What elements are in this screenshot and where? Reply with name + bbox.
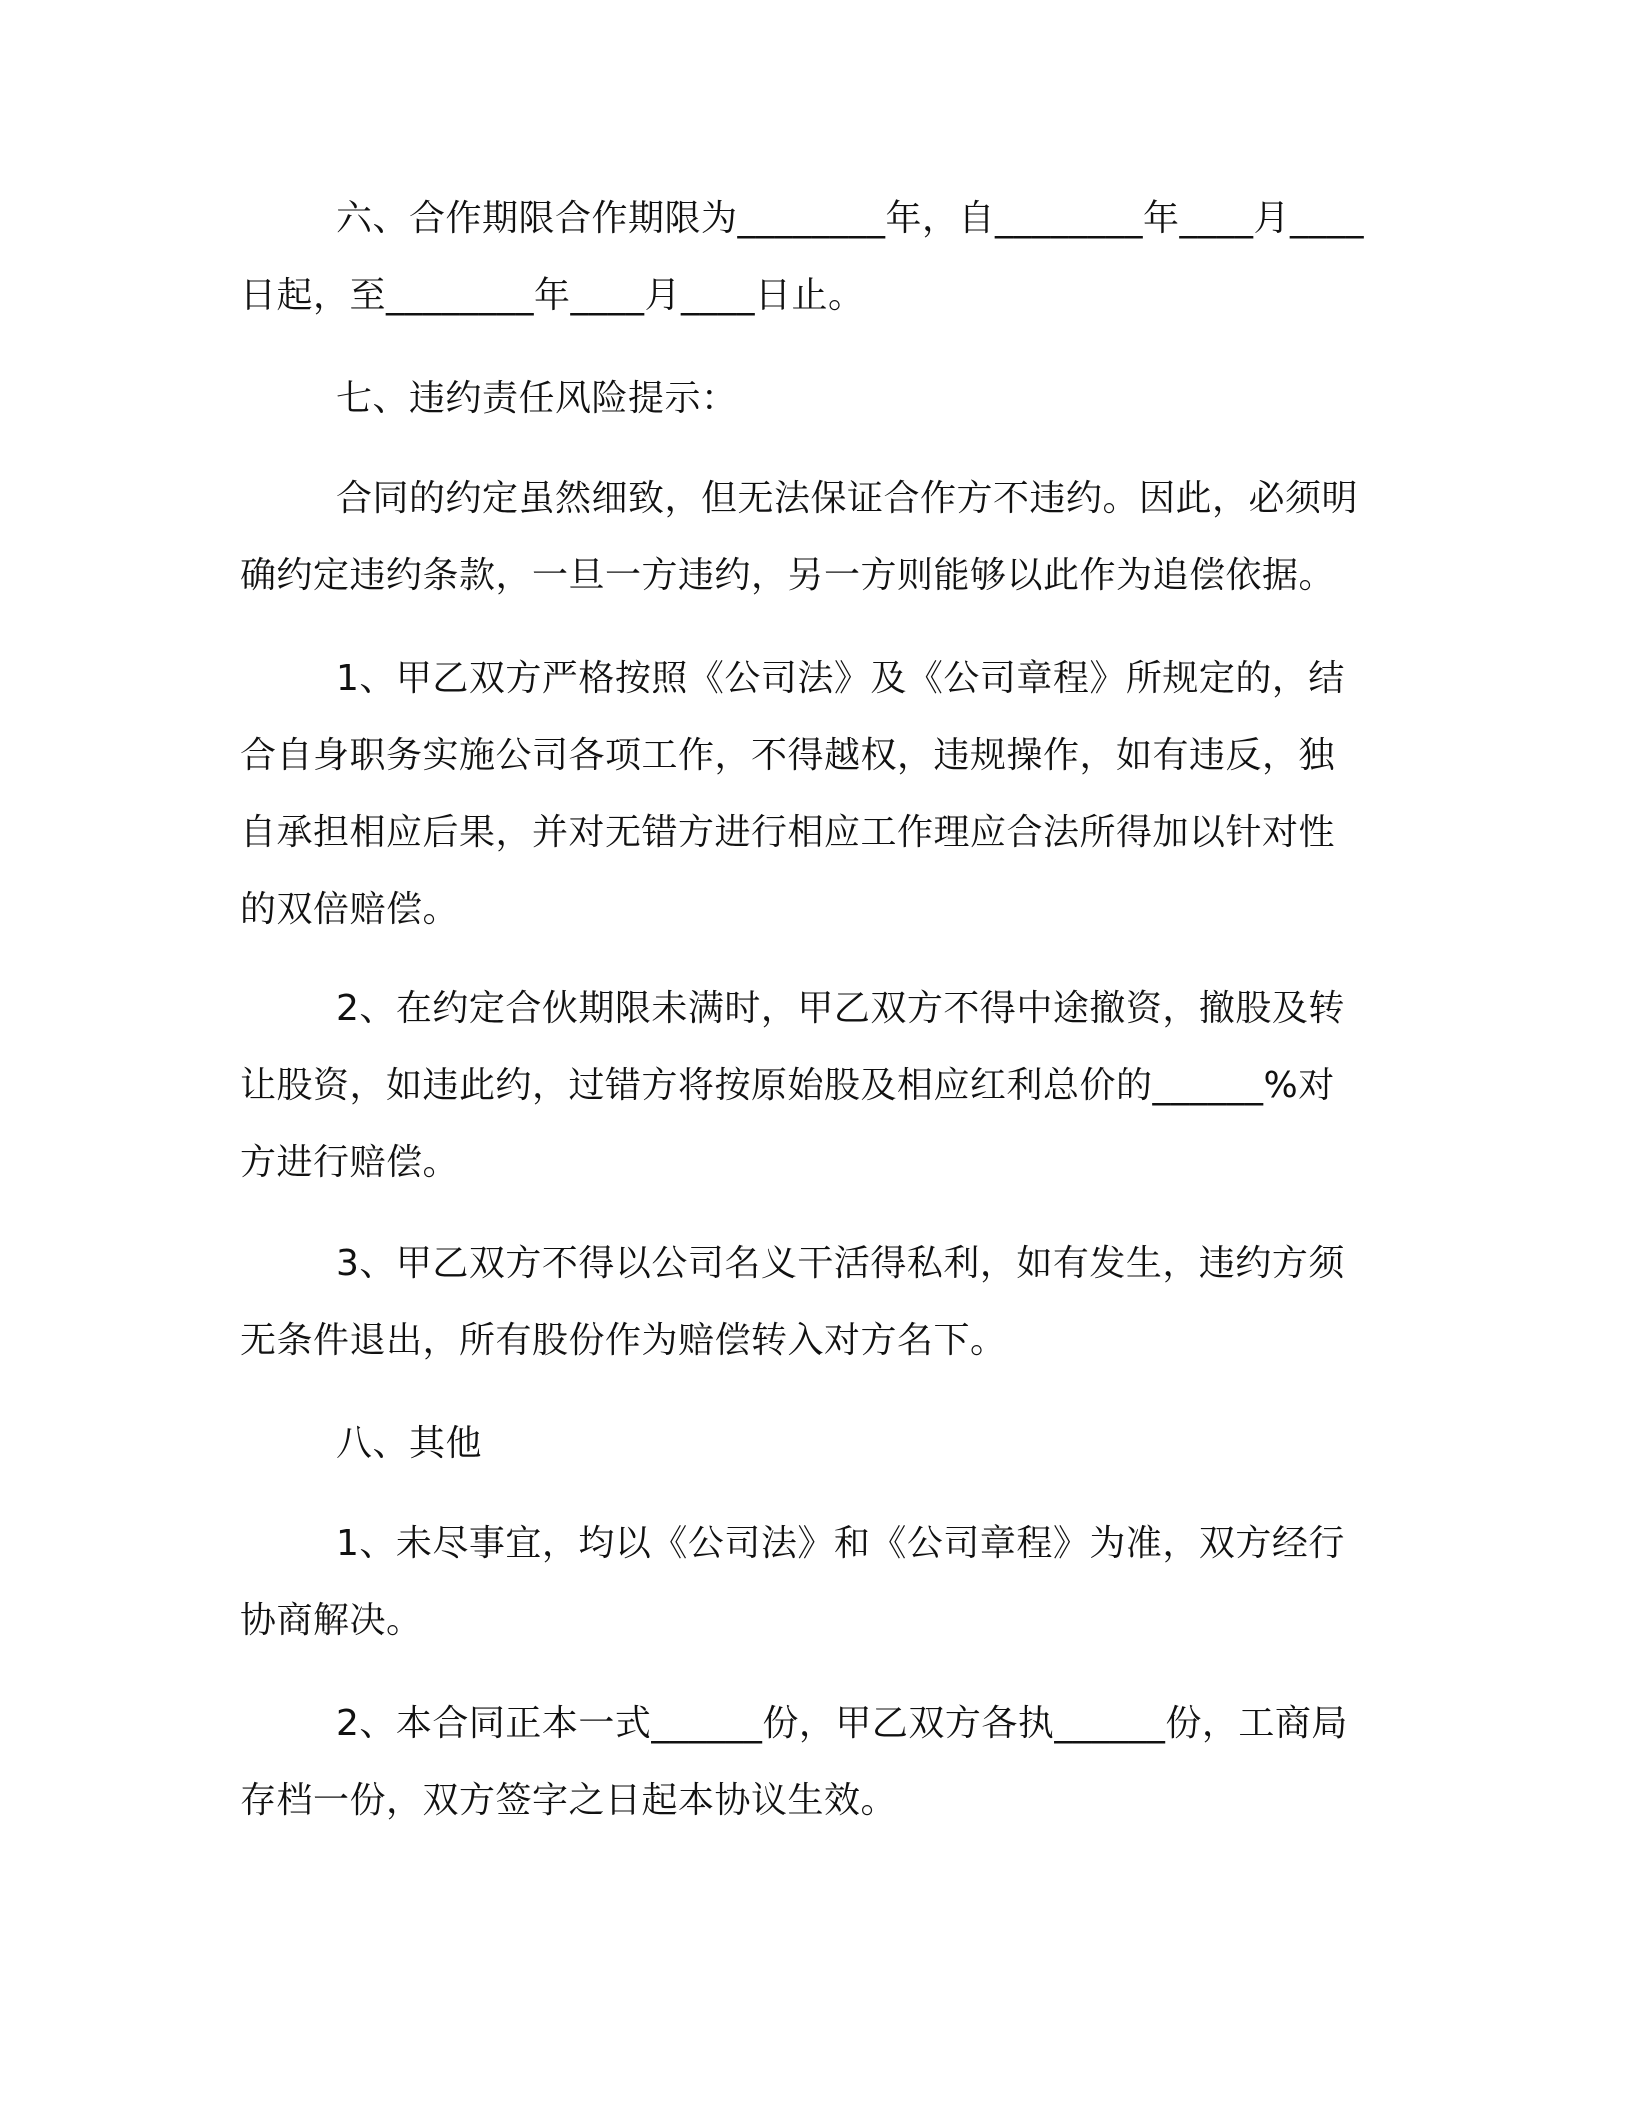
other-item-1: 1、未尽事宜，均以《公司法》和《公司章程》为准，双方经行协商解决。 bbox=[240, 1523, 1345, 1641]
breach-item-3: 3、甲乙双方不得以公司名义干活得私利，如有发生，违约方须无条件退出，所有股份作为赔偿转入对方名下。 bbox=[240, 1243, 1345, 1361]
clause-eight-heading: 八、其他 bbox=[336, 1423, 483, 1464]
other-item-2: 2、本合同正本一式______份，甲乙双方各执______份，工商局存档一份，双方签字之日起本协议生效。 bbox=[240, 1703, 1348, 1821]
clause-six-cooperation-term: 六、合作期限合作期限为________年，自________年____月____日起，至________年____月____日止。 bbox=[240, 198, 1365, 316]
breach-risk-note: 合同的约定虽然细致，但无法保证合作方不违约。因此，必须明确约定违约条款，一旦一方违约，另一方则能够以此作为追偿依据。 bbox=[240, 478, 1359, 596]
breach-item-1: 1、甲乙双方严格按照《公司法》及《公司章程》所规定的，结合自身职务实施公司各项工作，不得越权，违规操作，如有违反，独自承担相应后果，并对无错方进行相应工作理应合法所得加以针对性的双倍赔偿。 bbox=[240, 658, 1345, 930]
breach-item-2: 2、在约定合伙期限未满时，甲乙双方不得中途撤资，撤股及转让股资，如违此约，过错方将按原始股及相应红利总价的______%对方进行赔偿。 bbox=[240, 988, 1345, 1183]
clause-seven-heading: 七、违约责任风险提示： bbox=[336, 378, 738, 419]
